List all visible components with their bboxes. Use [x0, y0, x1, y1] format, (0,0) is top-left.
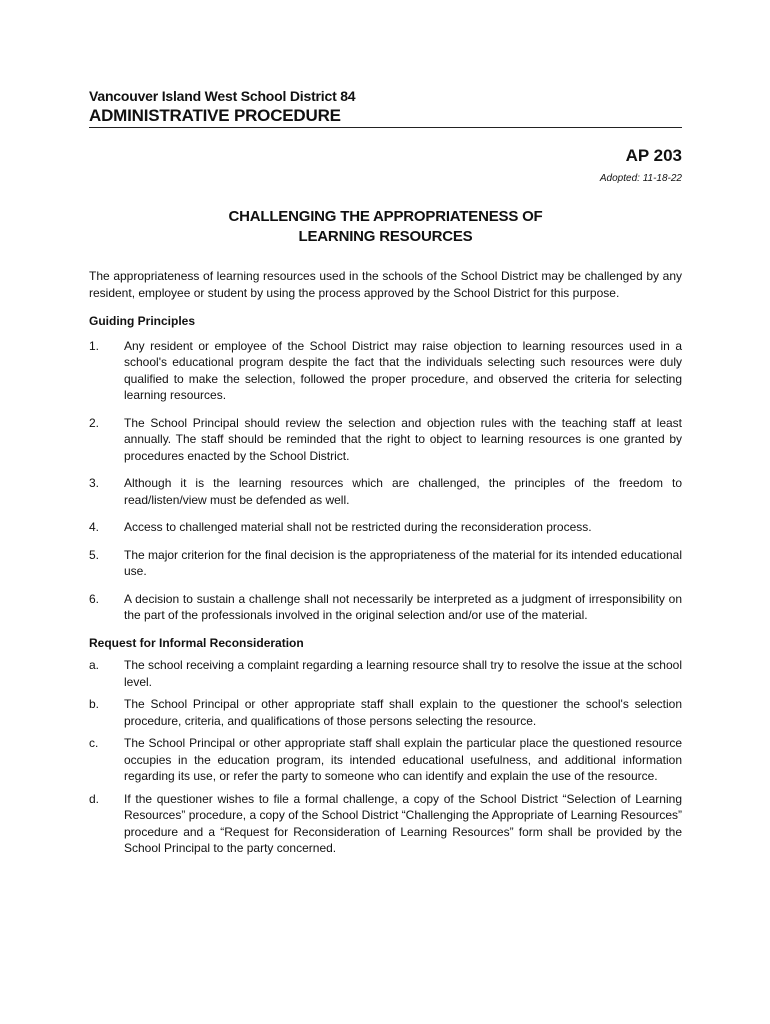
list-item [89, 791, 682, 857]
guiding-principles-list [89, 338, 682, 624]
item-number: 4. [89, 520, 100, 534]
procedure-code: AP 203 [625, 146, 682, 165]
intro-paragraph: The appropriateness of learning resources used in the schools of the School District may be challenged by any resident, employee or student by using the process approved by the School District for this purpose. [89, 269, 682, 300]
item-text: Access to challenged material shall not be restricted during the reconsideration process. [124, 520, 592, 534]
item-text: The major criterion for the final decision is the appropriateness of the material for its intended educational use. [124, 547, 682, 578]
adopted-date: Adopted: 11-18-22 [599, 173, 682, 184]
item-text: If the questioner wishes to file a formal challenge, a copy of the School District “Selection of Learning Resources” procedure, a copy of the School District “Challenging the Appropriate of Learning Resources” procedure and a “Request for Reconsideration of Learning Resources” form shall be provided by the School Principal to the party concerned. [124, 791, 682, 855]
title-line-2: LEARNING RESOURCES [298, 228, 473, 245]
guiding-principles-heading: Guiding Principles [89, 314, 196, 328]
item-letter: a. [89, 658, 100, 672]
item-letter: c. [89, 736, 99, 750]
informal-reconsideration-heading: Request for Informal Reconsideration [89, 635, 304, 650]
item-number: 5. [89, 547, 100, 562]
item-text: Although it is the learning resources which are challenged, the principles of the freedom to read/listen/view must be defended as well. [124, 476, 682, 507]
item-text: The School Principal should review the selection and objection rules with the teaching staff at least annually. The staff should be reminded that the right to object to learning resources is one granted by procedures enacted by the School District. [124, 415, 682, 463]
item-letter: d. [89, 791, 100, 806]
list-item [89, 338, 682, 404]
document-title [89, 207, 682, 247]
list-item [89, 415, 682, 465]
title-line-1: CHALLENGING THE APPROPRIATENESS OF [228, 208, 543, 225]
list-item [89, 591, 682, 624]
list-item [89, 475, 682, 508]
item-number: 3. [89, 476, 100, 490]
list-item [89, 519, 682, 536]
list-item [89, 657, 682, 690]
list-item [89, 696, 682, 729]
item-number: 6. [89, 591, 100, 606]
informal-reconsideration-list [89, 657, 682, 857]
item-text: Any resident or employee of the School District may raise objection to learning resources used in a school's educational program despite the fact that the individuals selecting such resources were duly qualified to make the selection, followed the proper procedure, and observed the criteria for selecting learning resources. [124, 338, 682, 402]
list-item [89, 547, 682, 580]
document-body [89, 268, 682, 863]
district-name: Vancouver Island West School District 84 [89, 88, 356, 104]
procedure-type-heading: ADMINISTRATIVE PROCEDURE [89, 106, 341, 125]
item-text: A decision to sustain a challenge shall not necessarily be interpreted as a judgment of irresponsibility on the part of the professionals involved in the original selection and/or use of the material. [124, 591, 682, 622]
list-item [89, 735, 682, 785]
item-text: The School Principal or other appropriate staff shall explain to the questioner the school's selection procedure, criteria, and qualifications of those persons selecting the resource. [124, 697, 682, 728]
item-text: The school receiving a complaint regarding a learning resource shall try to resolve the issue at the school level. [124, 658, 682, 689]
item-number: 2. [89, 415, 100, 430]
item-text: The School Principal or other appropriate staff shall explain the particular place the questioned resource occupies in the education program, its intended educational usefulness, and additional information regarding its use, or refer the party to someone who can identify and explain the use of the resource. [124, 736, 682, 783]
item-number: 1. [89, 338, 100, 353]
item-letter: b. [89, 697, 100, 711]
header-divider [89, 127, 682, 128]
